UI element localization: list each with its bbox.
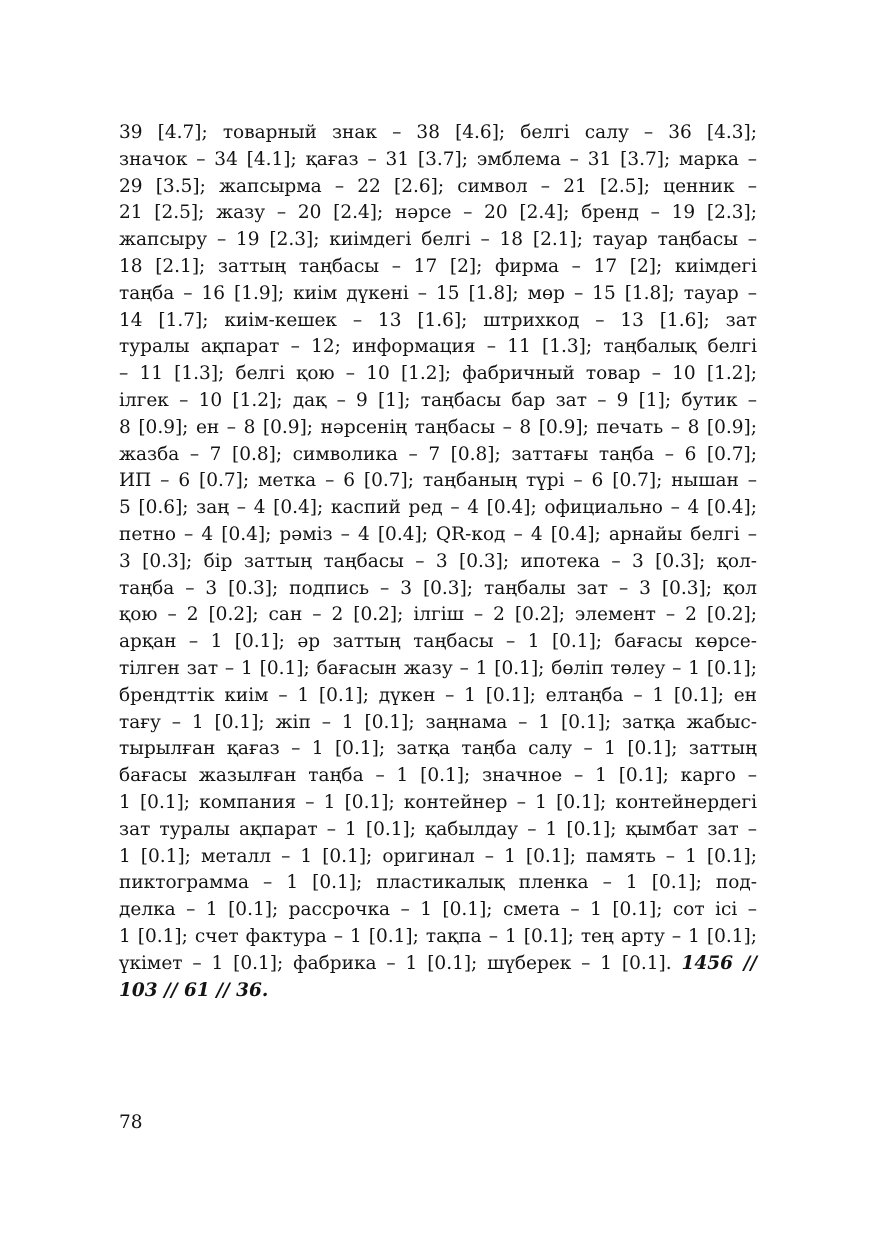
text-line: пиктограмма – 1 [0.1]; пластикалық пленка – 1 [0.1]; под-	[119, 872, 757, 894]
text-line: – 11 [1.3]; белгі қою – 10 [1.2]; фабричный товар – 10 [1.2];	[119, 363, 757, 385]
text-line: бағасы жазылған таңба – 1 [0.1]; значное – 1 [0.1]; карго –	[119, 765, 757, 787]
text-line: таңба – 3 [0.3]; подпись – 3 [0.3]; таңбалы зат – 3 [0.3]; қол	[119, 577, 757, 599]
text-line: қою – 2 [0.2]; сан – 2 [0.2]; ілгіш – 2 [0.2]; элемент – 2 [0.2];	[119, 604, 757, 626]
text-line: 18 [2.1]; заттың таңбасы – 17 [2]; фирма – 17 [2]; киімдегі	[119, 255, 757, 277]
page-number: 78	[119, 1112, 143, 1133]
text-line: 1 [0.1]; счет фактура – 1 [0.1]; тақпа – 1 [0.1]; тең арту – 1 [0.1];	[119, 925, 757, 947]
text-line: арқан – 1 [0.1]; әр заттың таңбасы – 1 [0.1]; бағасы көрсе-	[119, 631, 757, 653]
text-line: 39 [4.7]; товарный знак – 38 [4.6]; белгі салу – 36 [4.3];	[119, 122, 757, 143]
text-line: 29 [3.5]; жапсырма – 22 [2.6]; символ – 21 [2.5]; ценник –	[119, 175, 757, 197]
text-line: значок – 34 [4.1]; қағаз – 31 [3.7]; эмблема – 31 [3.7]; марка –	[119, 148, 757, 170]
text-line: тілген зат – 1 [0.1]; бағасын жазу – 1 [0.1]; бөліп төлеу – 1 [0.1];	[119, 657, 757, 679]
text-line: зат туралы ақпарат – 1 [0.1]; қабылдау – 1 [0.1]; қымбат зат –	[119, 818, 757, 840]
text-line: 1 [0.1]; компания – 1 [0.1]; контейнер – 1 [0.1]; контейнердегі	[119, 791, 757, 813]
closing-text: үкімет – 1 [0.1]; фабрика – 1 [0.1]; шүберек – 1 [0.1].	[119, 952, 682, 974]
text-line: тағу – 1 [0.1]; жіп – 1 [0.1]; заңнама – 1 [0.1]; затқа жабыс-	[119, 711, 757, 733]
text-line: брендттік киім – 1 [0.1]; дүкен – 1 [0.1]; елтаңба – 1 [0.1]; ен	[119, 684, 757, 706]
text-line: таңба – 16 [1.9]; киім дүкені – 15 [1.8]; мөр – 15 [1.8]; тауар –	[119, 282, 757, 304]
text-line: 14 [1.7]; киім-кешек – 13 [1.6]; штрихкод – 13 [1.6]; зат	[119, 309, 757, 331]
text-line: 5 [0.6]; заң – 4 [0.4]; каспий ред – 4 [0.4]; официально – 4 [0.4];	[119, 497, 757, 519]
text-line: тырылған қағаз – 1 [0.1]; затқа таңба салу – 1 [0.1]; заттың	[119, 738, 757, 760]
text-line: 1 [0.1]; металл – 1 [0.1]; оригинал – 1 [0.1]; память – 1 [0.1];	[119, 845, 757, 867]
text-line: делка – 1 [0.1]; рассрочка – 1 [0.1]; смета – 1 [0.1]; сот ісі –	[119, 899, 757, 921]
totals-start: 1456 //	[681, 952, 757, 974]
text-line: туралы ақпарат – 12; информация – 11 [1.3]; таңбалық белгі	[119, 336, 757, 358]
text-line: 21 [2.5]; жазу – 20 [2.4]; нәрсе – 20 [2.4]; бренд – 19 [2.3];	[119, 202, 757, 224]
text-line-with-totals	[119, 951, 757, 978]
text-line: ИП – 6 [0.7]; метка – 6 [0.7]; таңбаның түрі – 6 [0.7]; нышан –	[119, 470, 757, 492]
text-line: жапсыру – 19 [2.3]; киімдегі белгі – 18 [2.1]; тауар таңбасы –	[119, 229, 757, 251]
totals-end: 103 // 61 // 36.	[119, 979, 269, 1001]
text-line: ілгек – 10 [1.2]; дақ – 9 [1]; таңбасы бар зат – 9 [1]; бутик –	[119, 389, 757, 411]
body-text	[119, 120, 757, 1004]
text-line: 8 [0.9]; ен – 8 [0.9]; нәрсенің таңбасы – 8 [0.9]; печать – 8 [0.9];	[119, 416, 757, 438]
text-line: жазба – 7 [0.8]; символика – 7 [0.8]; заттағы таңба – 6 [0.7];	[119, 443, 757, 465]
text-line: 3 [0.3]; бір заттың таңбасы – 3 [0.3]; ипотека – 3 [0.3]; қол-	[119, 550, 757, 572]
text-line: петно – 4 [0.4]; рәміз – 4 [0.4]; QR-код – 4 [0.4]; арнайы белгі –	[119, 523, 757, 545]
